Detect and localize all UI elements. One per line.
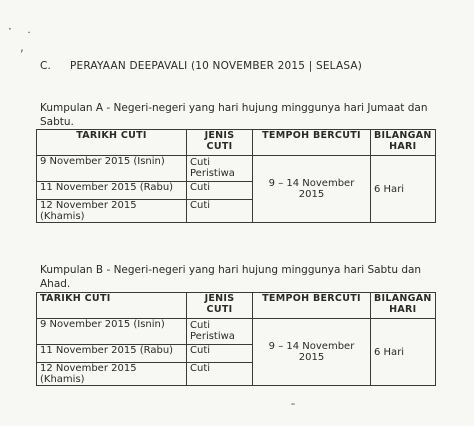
table-row	[37, 156, 436, 182]
table-row	[37, 319, 436, 345]
type-cell: Cuti	[187, 363, 253, 386]
type-cell: Cuti Peristiwa	[187, 156, 253, 182]
date-cell: 12 November 2015 (Khamis)	[37, 363, 187, 386]
header-tarikh-cuti: TARIKH CUTI	[37, 130, 187, 156]
date-cell: 11 November 2015 (Rabu)	[37, 182, 187, 200]
header-tarikh-cuti: TARIKH CUTI	[37, 293, 187, 319]
date-cell: 9 November 2015 (Isnin)	[37, 156, 187, 182]
header-bilangan-hari: BILANGAN HARI	[371, 293, 436, 319]
scan-speck: ˉ	[290, 402, 296, 416]
header-jenis-cuti: JENIS CUTI	[187, 293, 253, 319]
days-cell: 6 Hari	[371, 156, 436, 223]
scan-speck: ·	[8, 22, 12, 36]
group-b-table	[36, 292, 436, 386]
days-cell: 6 Hari	[371, 319, 436, 386]
section-letter: C.	[40, 60, 52, 72]
section-title: PERAYAAN DEEPAVALI (10 NOVEMBER 2015 | SELASA)	[70, 60, 363, 72]
scan-speck: ˙	[26, 30, 32, 44]
header-bilangan-hari: BILANGAN HARI	[371, 130, 436, 156]
type-cell: Cuti	[187, 182, 253, 200]
type-cell: Cuti	[187, 200, 253, 223]
table-header-row	[37, 130, 436, 156]
type-cell: Cuti Peristiwa	[187, 319, 253, 345]
date-cell: 11 November 2015 (Rabu)	[37, 345, 187, 363]
section-heading	[40, 60, 362, 72]
header-tempoh-bercuti: TEMPOH BERCUTI	[253, 293, 371, 319]
date-cell: 9 November 2015 (Isnin)	[37, 319, 187, 345]
period-cell: 9 – 14 November 2015	[253, 156, 371, 223]
header-tempoh-bercuti: TEMPOH BERCUTI	[253, 130, 371, 156]
group-a-description: Kumpulan A - Negeri-negeri yang hari hujung minggunya hari Jumaat dan Sabtu.	[40, 102, 428, 128]
table-header-row	[37, 293, 436, 319]
scan-speck: ,	[20, 40, 24, 54]
date-cell: 12 November 2015 (Khamis)	[37, 200, 187, 223]
type-cell: Cuti	[187, 345, 253, 363]
header-jenis-cuti: JENIS CUTI	[187, 130, 253, 156]
period-cell: 9 – 14 November 2015	[253, 319, 371, 386]
group-b-description: Kumpulan B - Negeri-negeri yang hari hujung minggunya hari Sabtu dan Ahad.	[40, 264, 422, 290]
group-a-table	[36, 129, 436, 223]
